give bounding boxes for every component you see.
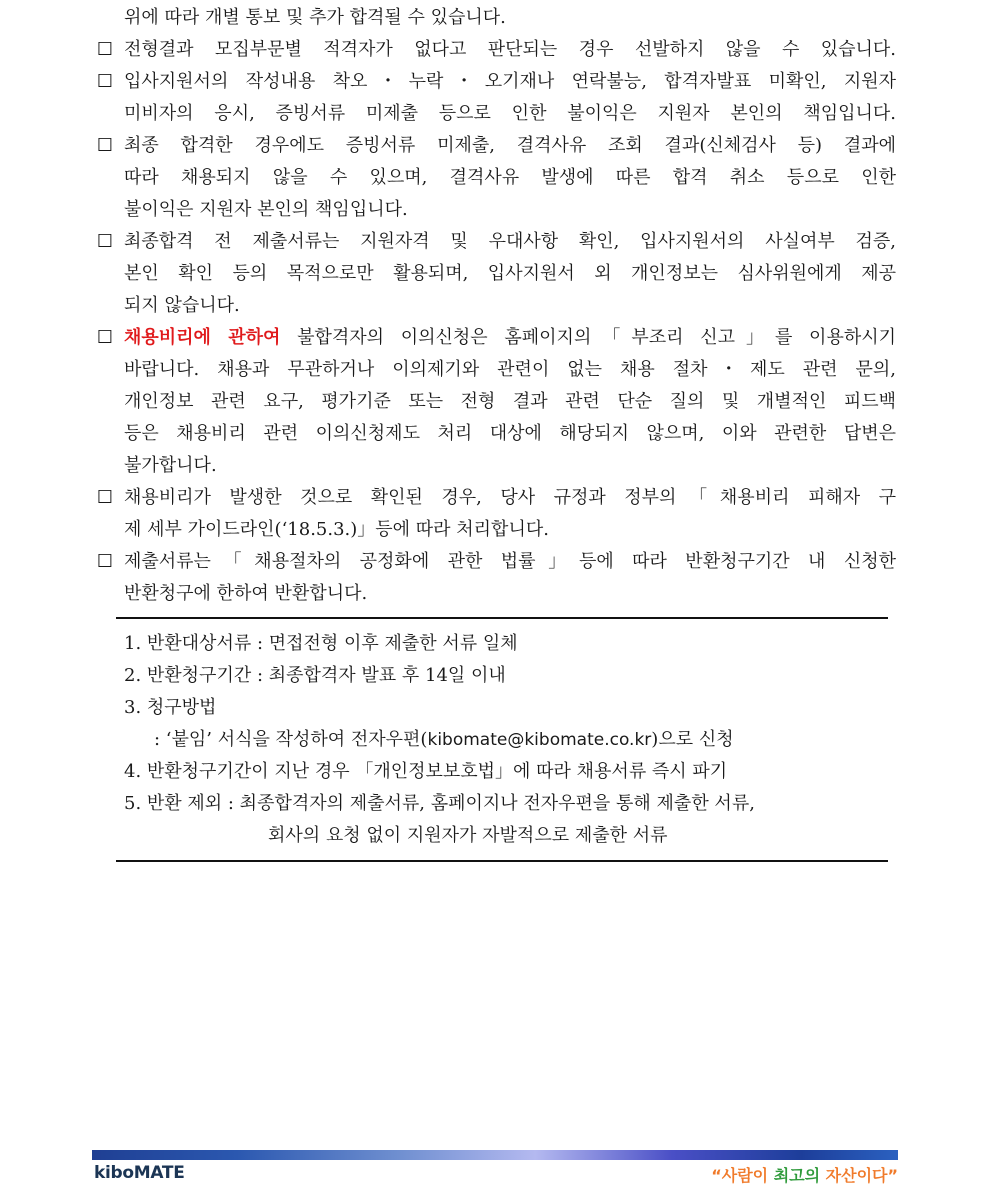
return-item-5: 5. 반환 제외 : 최종합격자의 제출서류, 홈페이지나 전자우편을 통해 제출한 서류, [124,793,755,814]
checkbox-icon: ☐ [96,231,114,252]
notice-line: 개인정보 관련 요구, 평가기준 또는 전형 결과 관련 단순 질의 및 개별적인 피드백 [124,391,896,412]
return-item-1: 1. 반환대상서류 : 면접전형 이후 제출한 서류 일체 [124,633,518,654]
checkbox-icon: ☐ [96,551,114,572]
notice-text: 불합격자의 이의신청은 홈페이지의「부조리 신고」를 이용하시기 [280,327,896,348]
notice-line: 본인 확인 등의 목적으로만 활용되며, 입사지원서 외 개인정보는 심사위원에게 제공 [124,263,896,284]
notice-line: 되지 않습니다. [124,295,240,316]
slogan-part: 자산이다 [825,1166,888,1185]
notice-line: 불이익은 지원자 본인의 책임입니다. [124,199,408,220]
email-address: kibomate@kibomate.co.kr [427,730,652,750]
checkbox-icon: ☐ [96,135,114,156]
notice-line: 입사지원서의 작성내용 착오・누락・오기재나 연락불능, 합격자발표 미확인, 지원자 [124,71,896,92]
slogan-part: 최고의 [773,1166,826,1185]
return-item-2: 2. 반환청구기간 : 최종합격자 발표 후 14일 이내 [124,665,506,686]
checkbox-icon: ☐ [96,487,114,508]
method-text: : ‘붙임’ 서식을 작성하여 전자우편( [154,729,428,750]
notice-line: 반환청구에 한하여 반환합니다. [124,583,368,604]
notice-line: 따라 채용되지 않을 수 있으며, 결격사유 발생에 따른 합격 취소 등으로 인한 [124,167,896,188]
notice-line: 채용비리가 발생한 것으로 확인된 경우, 당사 규정과 정부의「채용비리 피해자 구 [124,487,896,508]
footer-slogan [711,1163,898,1186]
notice-line: 불가합니다. [124,455,217,476]
quote-open: “ [711,1166,722,1185]
notice-line [124,326,896,350]
footer-gradient-bar [92,1150,898,1160]
divider-top [116,617,888,619]
return-item-4: 4. 반환청구기간이 지난 경우 「개인정보보호법」에 따라 채용서류 즉시 파기 [124,761,728,782]
notice-line: 최종합격 전 제출서류는 지원자격 및 우대사항 확인, 입사지원서의 사실여부 검증, [124,231,896,252]
return-item-3: 3. 청구방법 [124,697,217,718]
notice-line: 최종 합격한 경우에도 증빙서류 미제출, 결격사유 조회 결과(신체검사 등) 결과에 [124,135,896,156]
method-text: )으로 신청 [651,729,734,750]
slogan-part: 사람이 [721,1166,774,1185]
notice-line: 제 세부 가이드라인(‘18.5.3.)」등에 따라 처리합니다. [124,519,549,540]
return-item-3-detail [154,728,734,752]
notice-line: 등은 채용비리 관련 이의신청제도 처리 대상에 해당되지 않으며, 이와 관련한 답변은 [124,423,896,444]
checkbox-icon: ☐ [96,327,114,348]
notice-line: 미비자의 응시, 증빙서류 미제출 등으로 인한 불이익은 지원자 본인의 책임입니다. [124,103,896,124]
notice-line: 전형결과 모집부문별 적격자가 없다고 판단되는 경우 선발하지 않을 수 있습니다. [124,39,896,60]
notice-line: 바랍니다. 채용과 무관하거나 이의제기와 관련이 없는 채용 절차・제도 관련 문의, [124,359,896,380]
checkbox-icon: ☐ [96,39,114,60]
return-item-5-cont: 회사의 요청 없이 지원자가 자발적으로 제출한 서류 [268,825,668,846]
emphasis-text: 채용비리에 관하여 [124,327,281,348]
notice-continuation: 위에 따라 개별 통보 및 추가 합격될 수 있습니다. [124,7,506,28]
notice-line: 제출서류는「채용절차의 공정화에 관한 법률」등에 따라 반환청구기간 내 신청한 [124,551,896,572]
quote-close: ” [887,1166,898,1185]
divider-bottom [116,860,888,862]
checkbox-icon: ☐ [96,71,114,92]
brand-logo: kiboMATE [94,1163,185,1183]
